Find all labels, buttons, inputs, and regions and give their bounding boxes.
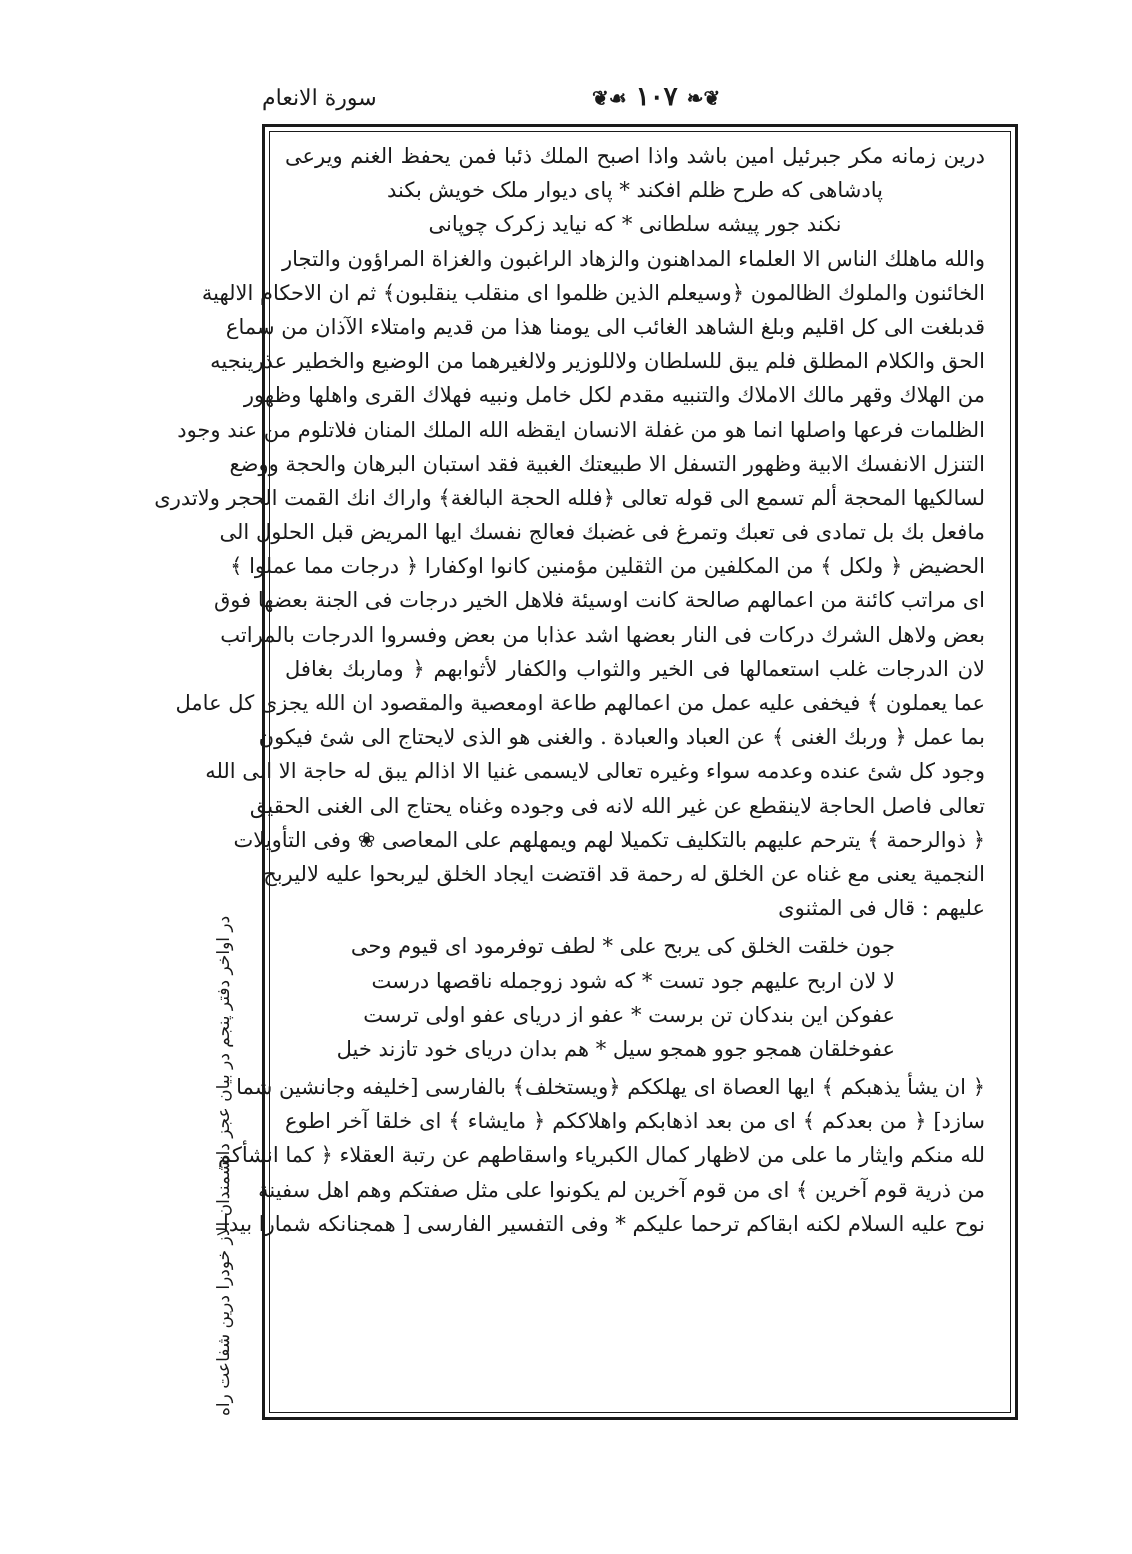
couplet-line: عفوخلقان همجو جوو همجو سيل * هم بدان درياى خود تازند خيل	[336, 1036, 895, 1061]
text-line: ﴿ ان يشأ يذهبكم ﴾ ايها العصاة اى يهلككم ﴿ويستخلف﴾ بالفارسى [خليفه وجانشين شما	[236, 1075, 985, 1100]
paragraph-block	[154, 242, 985, 926]
text-line: عما يعملون ﴾ فيخفى عليه عمل من اعمالهم طاعة اومعصية والمقصود ان الله يجزى كل عامل	[175, 691, 985, 715]
text-line: والله ماهلك الناس الا العلماء المداهنون والزهاد الراغبون والغزاة المراؤون والتجار	[281, 246, 985, 271]
couplet-line: جون خلقت الخلق كى يربح على * لطف توفرمود اى قيوم وحى	[350, 934, 895, 959]
text-line: التنزل الانفسك الابية وظهور التسفل الا طبيعتك الغبية فقد استبان البرهان والحجة ووضع	[229, 451, 985, 476]
text-line: الظلمات فرعها واصلها انما هو من غفلة الانسان ايقظه الله الملك المنان فلاتلوم من عند وجود	[177, 417, 985, 442]
text-line: مافعل بك بل تمادى فى تعبك وتمرغ فى غضبك فعالج نفسك ايها المريض قبل الحلول الى	[219, 520, 985, 545]
text-line: تعالى فاصل الحاجة لاينقطع عن غير الله لانه فى وجوده وغناه يحتاج الى الغنى الحقيق	[249, 793, 985, 818]
text-line: وجود كل شئ عنده وعدمه سواء وغيره تعالى لايسمى غنيا الا اذالم يبق له حاجة الا الى الله	[205, 759, 985, 784]
surah-title: سورة الانعام	[262, 86, 377, 111]
text-line: لله منكم وايثار ما على من لاظهار كمال الكبرياء واسقاطهم عن رتبة العقلاء ﴿ كما انشأكم	[217, 1143, 985, 1168]
closing-block	[217, 1070, 985, 1241]
margin-note: در اواخر دفتر پنجم در بيان عجز دانشمندان الاز خودرا درين شفاعت راه	[214, 915, 234, 1416]
text-line: الخائنون والملوك الظالمون ﴿وسيعلم الذين ظلموا اى منقلب ينقلبون﴾ ثم ان الاحكام الالهية	[201, 280, 985, 305]
text-line: الحق والكلام المطلق فلم يبق للسلطان ولاللوزير ولالغيرهما من الوضيع والخطير عذرينجيه	[210, 349, 985, 374]
couplet-line: لا لان اربح عليهم جود تست * كه شود زوجمله ناقصها درست	[371, 968, 895, 993]
text-line: لسالكيها المحجة ألم تسمع الى قوله تعالى ﴿فلله الحجة البالغة﴾ واراك انك القمت الحجر ولاتدرى	[154, 485, 985, 510]
text-line: اى مراتب كائنة من اعمالهم صالحة كانت اوسيئة فلاهل الخير درجات فى الجنة بعضها فوق	[214, 588, 985, 613]
text-line: من ذرية قوم آخرين ﴾ اى من قوم آخرين لم يكونوا على مثل صفتكم وهم اهل سفينة	[258, 1177, 985, 1202]
text-line: نوح عليه السلام لكنه ابقاكم ترحما عليكم * وفى التفسير الفارسى [ همجنانكه شمارا بيدا	[223, 1211, 985, 1236]
text-line: بما عمل ﴿ وربك الغنى ﴾ عن العباد والعبادة . والغنى هو الذى لايحتاج الى شئ فيكون	[258, 725, 985, 750]
verse-line: درین زمانه مکر جبرئیل امین باشد واذا اصبح الملك ذئبا فمن یحفظ الغنم ویرعی	[285, 144, 985, 168]
ornament-left-icon: ❦❧	[686, 86, 721, 110]
page-number: ١٠٧	[635, 82, 678, 112]
text-line: عليهم : قال فى المثنوى	[778, 896, 985, 921]
verse-line: نکند جور پیشه سلطانی * که نیاید زکرک چوپانی	[428, 212, 842, 237]
ornament-right-icon: ☙❦	[592, 86, 627, 110]
text-line: سازد] ﴿ من بعدكم ﴾ اى من بعد اذهابكم واهلاككم ﴿ مايشاء ﴾ اى خلقا آخر اطوع	[285, 1109, 985, 1134]
text-line: الحضيض ﴿ ولكل ﴾ من المكلفين من الثقلين مؤمنين كانوا اوكفارا ﴿ درجات مما عملوا ﴾	[230, 554, 985, 579]
text-line: من الهلاك وقهر مالك الاملاك والتنبيه مقدم لكل خامل ونبيه فهلاك القرى واهلها وظهور	[243, 383, 985, 408]
text-line: بعض ولاهل الشرك دركات فى النار بعضها اشد عذابا من بعض وفسروا الدرجات بالمراتب	[220, 622, 985, 647]
text-line: النجمية يعنى مع غناه عن الخلق له رحمة قد اقتضت ايجاد الخلق ليربحوا عليه لاليربح	[263, 861, 985, 886]
page-header	[262, 82, 1020, 120]
page-number-group	[592, 82, 720, 112]
text-line: لان الدرجات غلب استعمالها فى الخير والثواب والكفار لأثوابهم ﴿ وماربك بغافل	[285, 656, 985, 681]
text-line: ﴿ ذوالرحمة ﴾ يترحم عليهم بالتكليف تكميلا لهم ويمهلهم على المعاصى ❀ وفى التأويلات	[233, 827, 985, 852]
text-line: قدبلغت الى كل اقليم وبلغ الشاهد الغائب الى يومنا هذا من قديم وامتلاء الآذان من سماع	[225, 314, 985, 339]
verse-block	[285, 139, 985, 242]
couplet-block	[285, 929, 985, 1066]
couplet-line: عفوكن اين بندكان تن برست * عفو از درياى عفو اولى ترست	[363, 1002, 895, 1027]
verse-line: پادشاهی که طرح ظلم افکند * پای دیوار ملک خویش بکند	[387, 178, 883, 203]
